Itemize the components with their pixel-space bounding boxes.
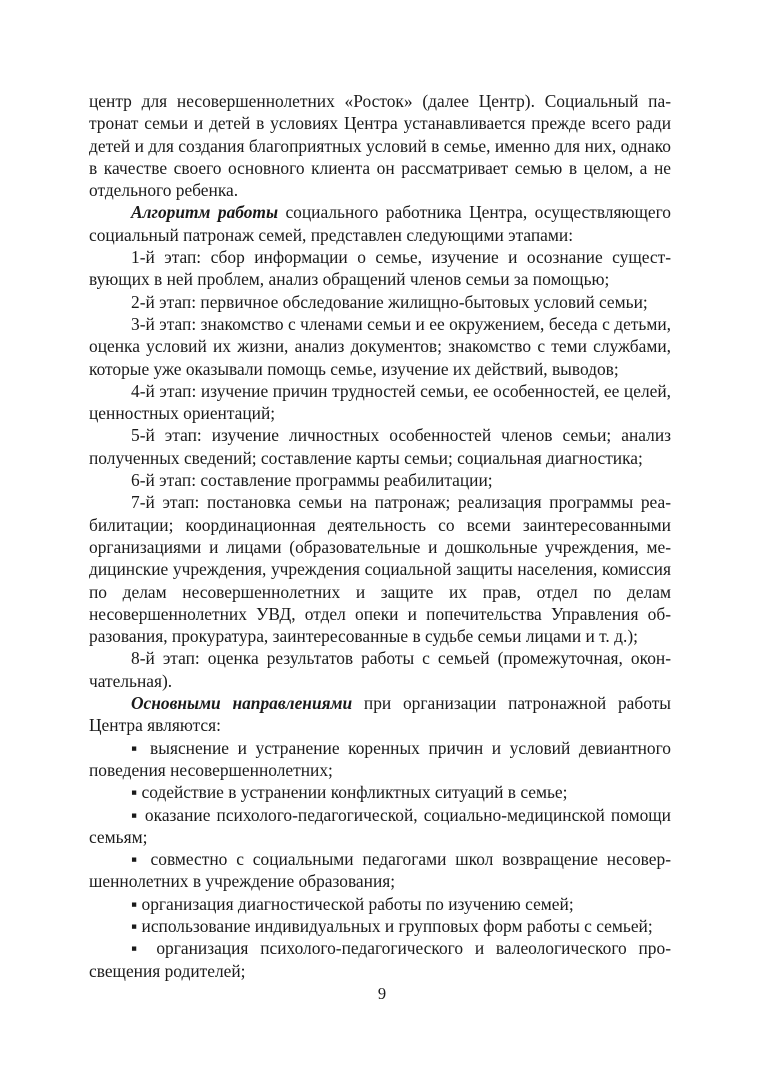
lead-algorithm: Алгоритм работы (131, 202, 279, 223)
stage-4: 4-й этап: изучение причин трудностей семьи, ее особенностей, ее целей, ценностных ориентаций; (89, 380, 671, 424)
stage-1: 1-й этап: сбор информации о семье, изучение и осознание существующих в ней проблем, анализ обращений членов семьи за помощью; (89, 247, 671, 290)
stage-7: 7-й этап: постановка семьи на патронаж; реализация программы реабилитации; координационная деятельность со всеми заинтересованными организациями и лицами (образовательные и дошкольные учреждения, медицинские учреждения, учреждения социальной защиты населения, комиссия по делам несовершеннолетних и защите их прав, отдел по делам несовершеннолетних УВД, отдел опеки и попечительства Управления образования, прокуратура, заинтересованные в судьбе семьи лицами и т. д.); (89, 492, 671, 647)
bullet-item: ▪ использование индивидуальных и групповых форм работы с семьей; (131, 915, 653, 936)
paragraph-algorithm-text: социального работника Центра, осуществляющего социальный патронаж семей, представлен следующими этапами: (89, 202, 671, 245)
page-body (89, 90, 671, 982)
stage-5: 5-й этап: изучение личностных особенностей членов семьи; анализ полученных сведений; составление карты семьи; социальная диагностика; (89, 425, 671, 468)
stage-3: 3-й этап: знакомство с членами семьи и ее окружением, беседа с детьми, оценка условий их жизни, анализ документов; знакомство с теми службами, которые уже оказывали помощь семье, изучение их действий, выводов; (89, 313, 671, 379)
bullet-item: ▪ выяснение и устранение коренных причин и условий девиантного поведения несовершеннолетних; (89, 737, 671, 780)
bullet-item: ▪ оказание психолого-педагогической, социально-медицинской помощи семьям; (89, 804, 671, 847)
stage-6: 6-й этап: составление программы реабилитации; (131, 470, 493, 491)
paragraph-intro: центр для несовершеннолетних «Росток» (далее Центр). Социальный патронат семьи и детей в условиях Центра устанавливается прежде всего ради детей и для создания благоприятных условий в семье, именно для них, однако в качестве своего основного клиента он рассматривает семью в целом, а не отдельного ребенка. (89, 91, 671, 201)
paragraph-algorithm (89, 201, 671, 246)
paragraph-directions-text: при организации патронажной работы Центра являются: (89, 693, 671, 736)
paragraph-directions (89, 692, 671, 737)
bullet-item: ▪ содействие в устранении конфликтных ситуаций в семье; (131, 782, 568, 803)
stage-8: 8-й этап: оценка результатов работы с семьей (промежуточная, окончательная). (89, 648, 671, 691)
page-number: 9 (377, 984, 387, 1003)
stage-2: 2-й этап: первичное обследование жилищно-бытовых условий семьи; (131, 291, 648, 312)
bullet-item: ▪ организация диагностической работы по изучению семей; (131, 893, 574, 914)
bullet-item: ▪ совместно с социальными педагогами школ возвращение несовершеннолетних в учреждение образования; (89, 849, 671, 892)
bullet-item: ▪ организация психолого-педагогического и валеологического просвещения родителей; (89, 938, 671, 981)
lead-directions: Основными направлениями (131, 693, 353, 714)
